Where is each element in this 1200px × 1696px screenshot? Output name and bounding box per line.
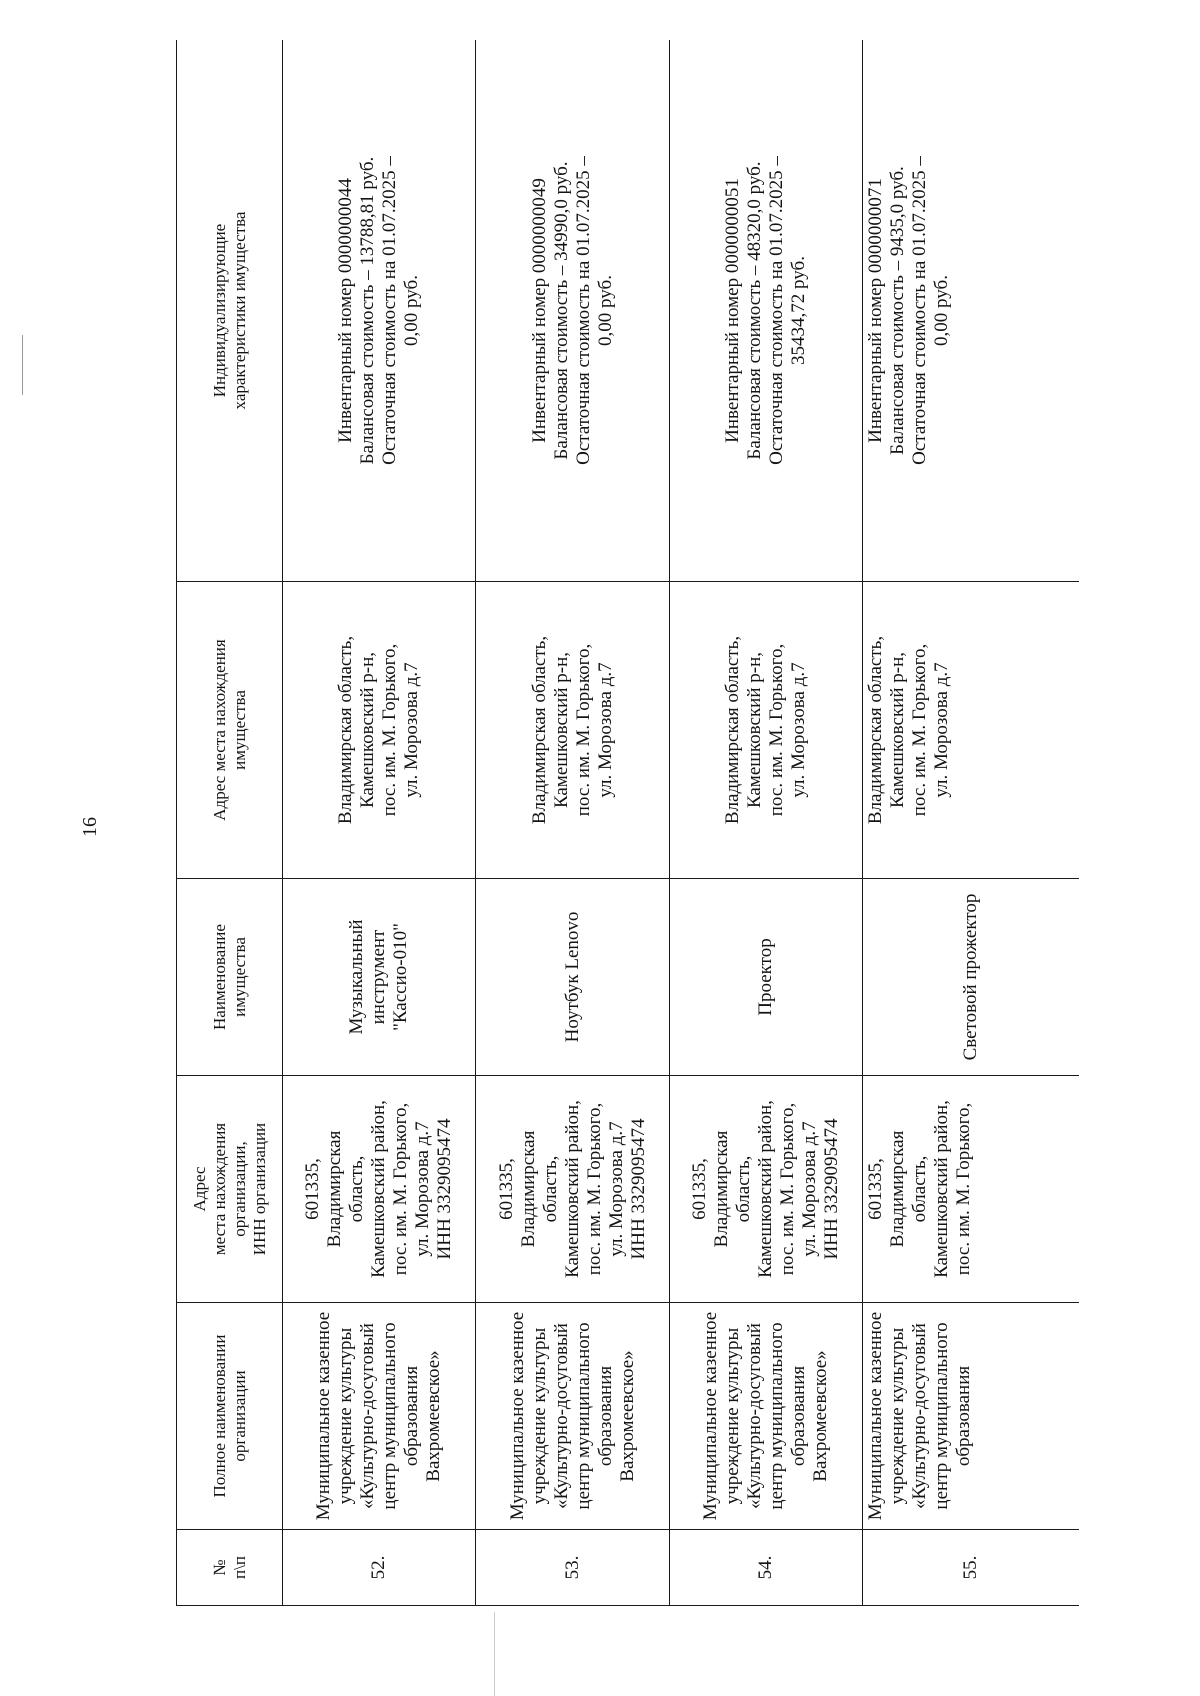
row-number: 52.	[283, 1530, 476, 1606]
header-num: № п\п	[177, 1530, 283, 1606]
characteristics-cell: Инвентарный номер 0000000049 Балансовая стоимость – 34990,0 руб. Остаточная стоимость на 01.07.2025 – 0,00 руб.	[476, 40, 670, 582]
row-number: 55.	[863, 1530, 1080, 1606]
property-address-cell: Владимирская область, Камешковский р-н, пос. им. М. Горького, ул. Морозова д.7	[476, 582, 670, 879]
scan-artifact	[22, 335, 23, 395]
header-row	[177, 40, 283, 1606]
characteristics-cell: Инвентарный номер 0000000071 Балансовая стоимость – 9435,0 руб. Остаточная стоимость на 01.07.2025 – 0,00 руб.	[863, 40, 1080, 582]
org-name-cell: Муниципальное казенное учреждение культуры «Культурно-досуговый центр муниципального образования Вахромеевское»	[283, 1303, 476, 1530]
org-address-cell: 601335, Владимирская область, Камешковский район, пос. им. М. Горького,	[863, 1076, 1080, 1303]
row-number: 53.	[476, 1530, 670, 1606]
table-row	[670, 40, 863, 1606]
scan-artifact	[494, 1612, 495, 1696]
property-name-cell: Проектор	[670, 879, 863, 1076]
org-name-cell: Муниципальное казенное учреждение культуры «Культурно-досуговый центр муниципального образования Вахромеевское»	[476, 1303, 670, 1530]
org-address-cell: 601335, Владимирская область, Камешковский район, пос. им. М. Горького, ул. Морозова д.7 ИНН 3329095474	[283, 1076, 476, 1303]
header-org-address: Адрес места нахождения организации, ИНН организации	[177, 1076, 283, 1303]
property-name-cell: Ноутбук Lenovo	[476, 879, 670, 1076]
property-address-cell: Владимирская область, Камешковский р-н, пос. им. М. Горького, ул. Морозова д.7	[670, 582, 863, 879]
row-number: 54.	[670, 1530, 863, 1606]
table-row	[283, 40, 476, 1606]
header-characteristics: Индивидуализирующие характеристики имущества	[177, 40, 283, 582]
org-name-cell: Муниципальное казенное учреждение культуры «Культурно-досуговый центр муниципального образования Вахромеевское»	[670, 1303, 863, 1530]
characteristics-cell: Инвентарный номер 0000000051 Балансовая стоимость – 48320,0 руб. Остаточная стоимость на 01.07.2025 – 35434,72 руб.	[670, 40, 863, 582]
org-address-cell: 601335, Владимирская область, Камешковский район, пос. им. М. Горького, ул. Морозова д.7 ИНН 3329095474	[670, 1076, 863, 1303]
table-frame	[176, 40, 1079, 1606]
property-registry-table	[176, 40, 1079, 1606]
org-address-cell: 601335, Владимирская область, Камешковский район, пос. им. М. Горького, ул. Морозова д.7 ИНН 3329095474	[476, 1076, 670, 1303]
characteristics-cell: Инвентарный номер 0000000044 Балансовая стоимость – 13788,81 руб. Остаточная стоимость на 01.07.2025 – 0,00 руб.	[283, 40, 476, 582]
table-row	[863, 40, 1080, 1606]
org-name-cell: Муниципальное казенное учреждение культуры «Культурно-досуговый центр муниципального образования	[863, 1303, 1080, 1530]
header-property-address: Адрес места нахождения имущества	[177, 582, 283, 879]
header-org-name: Полное наименовании организации	[177, 1303, 283, 1530]
header-property-name: Наименование имущества	[177, 879, 283, 1076]
page-number: 16	[79, 817, 101, 837]
property-address-cell: Владимирская область, Камешковский р-н, пос. им. М. Горького, ул. Морозова д.7	[863, 582, 1080, 879]
property-address-cell: Владимирская область, Камешковский р-н, пос. им. М. Горького, ул. Морозова д.7	[283, 582, 476, 879]
table-row	[476, 40, 670, 1606]
property-name-cell: Музыкальный инструмент "Кассио-010"	[283, 879, 476, 1076]
property-name-cell: Световой прожектор	[863, 879, 1080, 1076]
